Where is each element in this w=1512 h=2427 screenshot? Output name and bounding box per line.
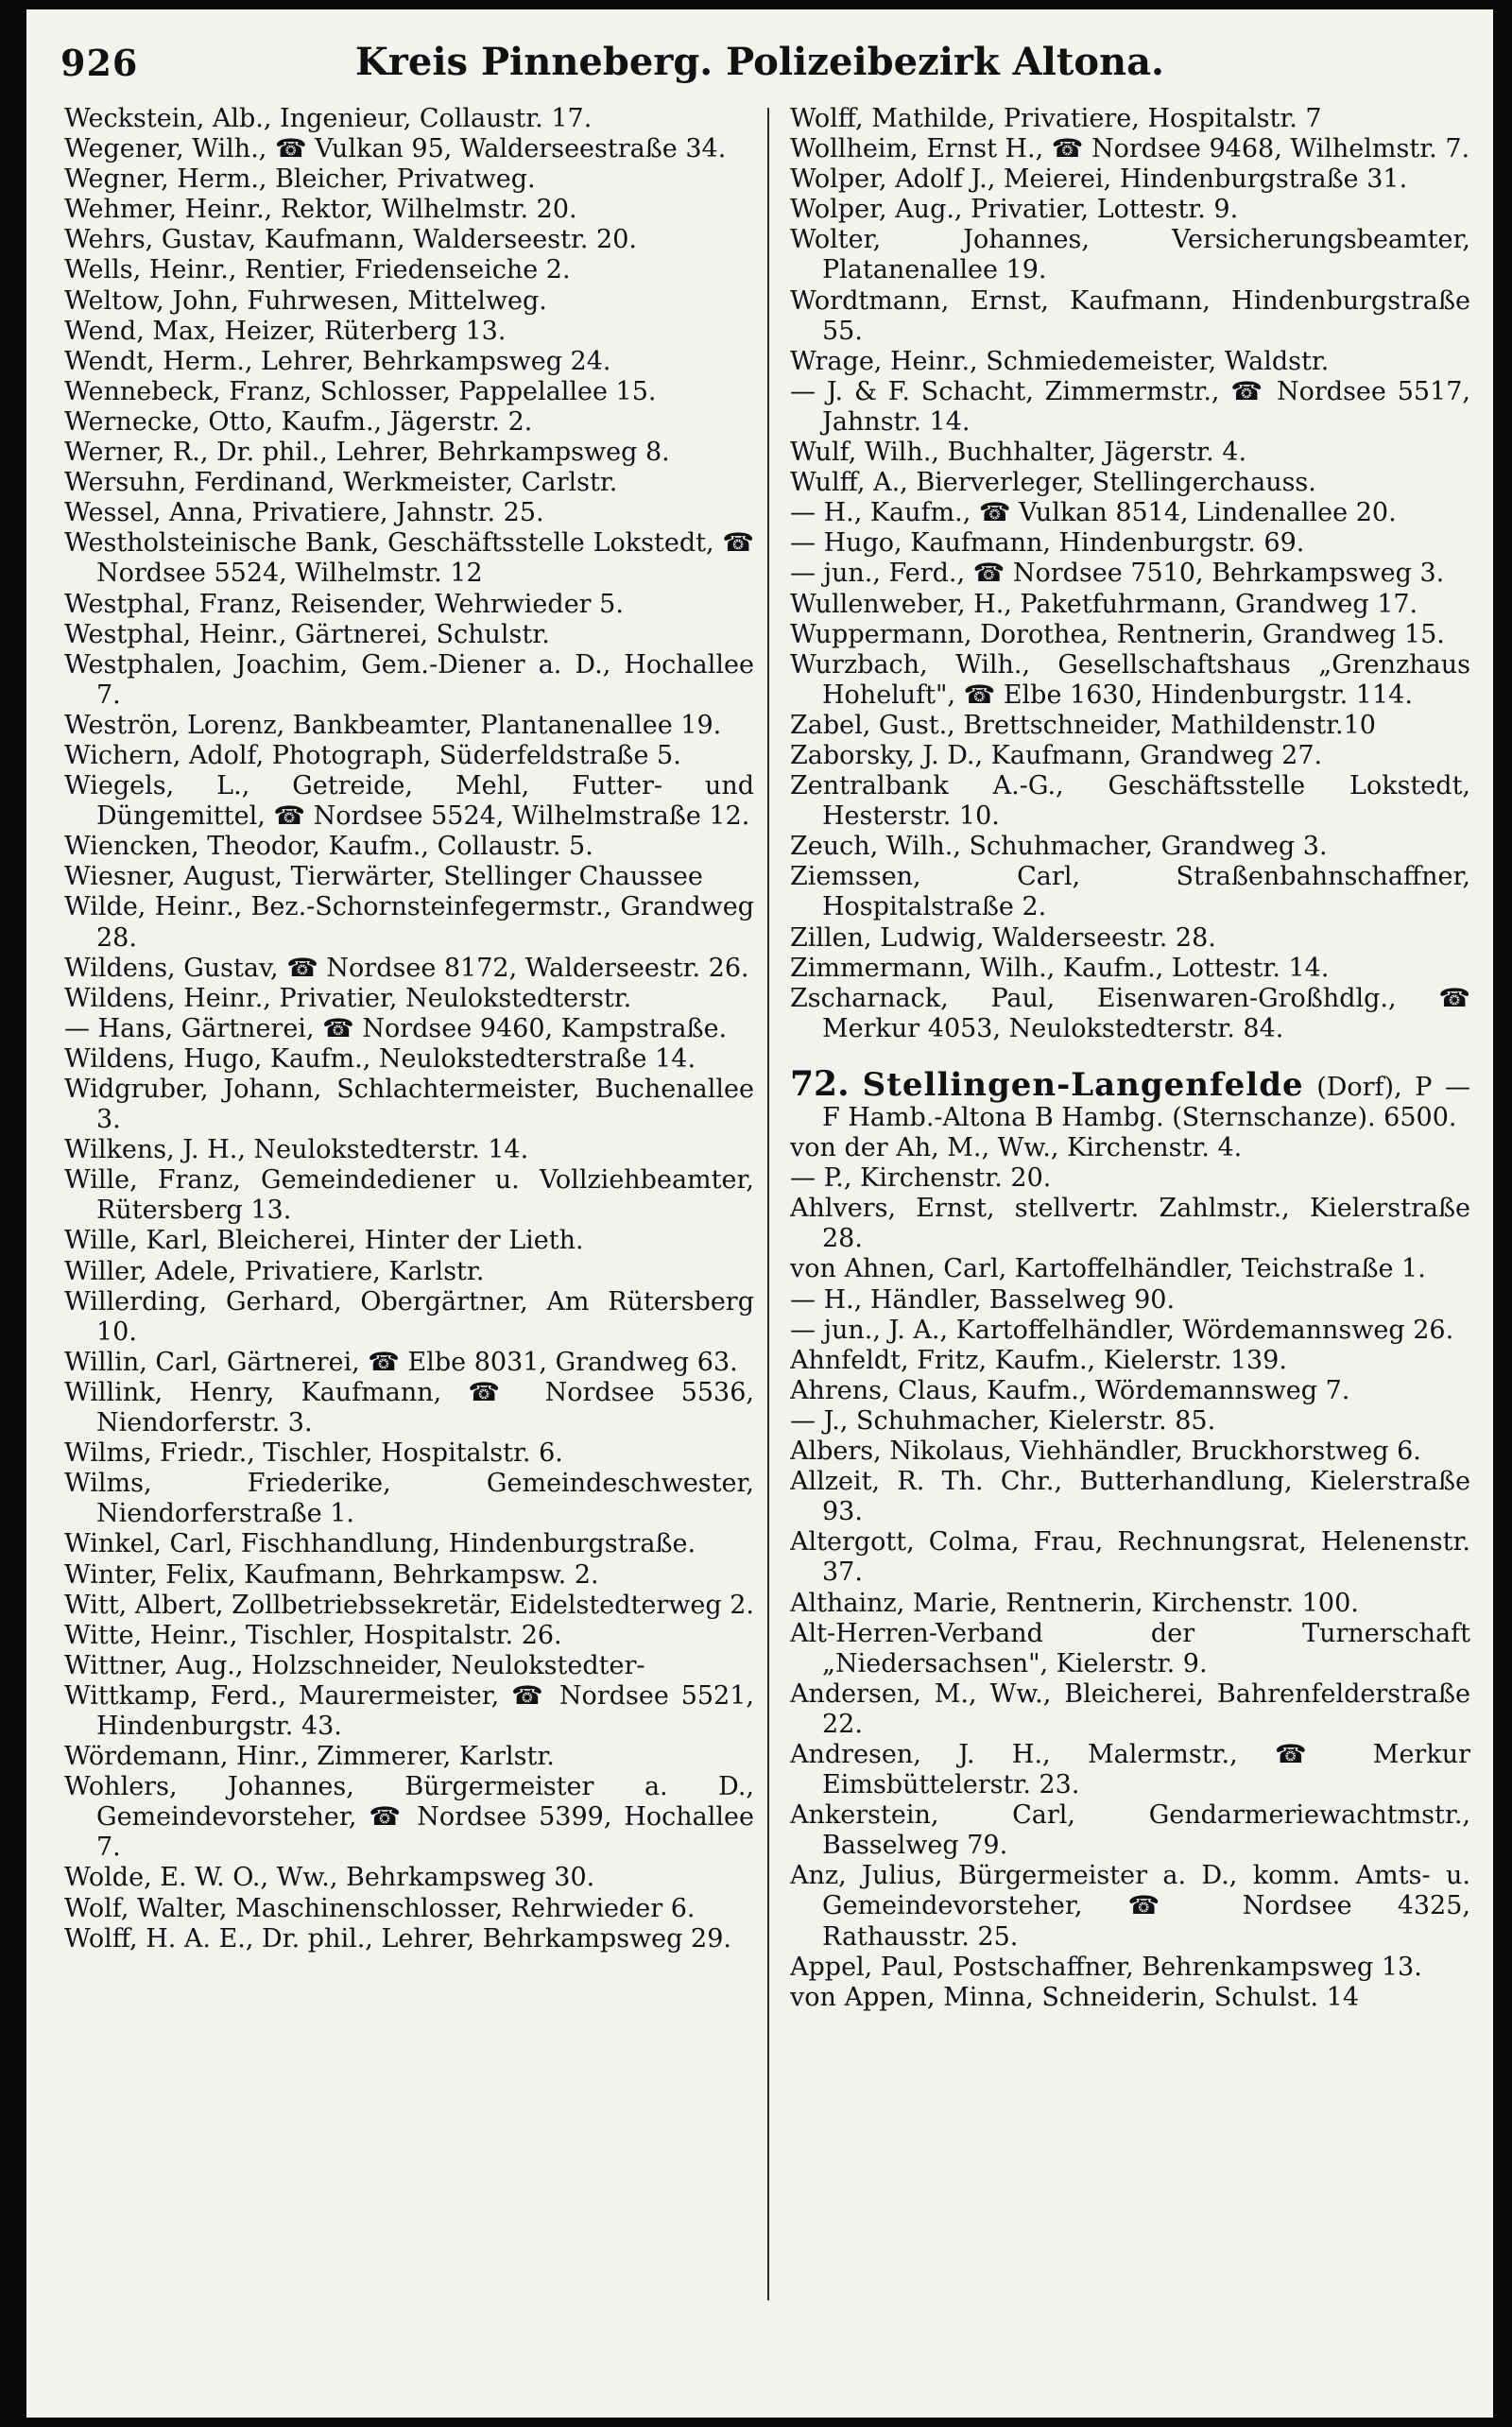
section-number: 72.	[790, 1063, 850, 1104]
directory-entry: — H., Händler, Basselweg 90.	[790, 1284, 1176, 1315]
directory-entry: Wuppermann, Dorothea, Rentnerin, Grandweg 15.	[790, 619, 1445, 649]
directory-entry: Widgruber, Johann, Schlachtermeister, Buchenallee 3.	[64, 1075, 754, 1135]
directory-entry: Wohlers, Johannes, Bürgermeister a. D., Gemeindevorsteher, ☎ Nordsee 5399, Hochallee 7.	[64, 1772, 754, 1863]
directory-entry: Wells, Heinr., Rentier, Friedenseiche 2.	[64, 255, 571, 285]
directory-entry: Wilms, Friedr., Tischler, Hospitalstr. 6.	[64, 1438, 563, 1469]
directory-entry: Wordtmann, Ernst, Kaufmann, Hindenburgstraße 55.	[790, 285, 1470, 346]
directory-entry: von Appen, Minna, Schneiderin, Schulst. 14	[790, 1982, 1360, 2012]
running-title: Kreis Pinneberg. Polizeibezirk Altona.	[355, 40, 1164, 84]
directory-entry: Zentralbank A.-G., Geschäftsstelle Lokstedt, Hesterstr. 10.	[790, 771, 1470, 832]
directory-entry: Wiencken, Theodor, Kaufm., Collaustr. 5.	[64, 832, 593, 862]
directory-entry: Wurzbach, Wilh., Gesellschaftshaus „Grenzhaus Hoheluft", ☎ Elbe 1630, Hindenburgstr. 114.	[790, 649, 1470, 710]
directory-entry: Zaborsky, J. D., Kaufmann, Grandweg 27.	[790, 740, 1323, 770]
section-entries	[790, 1133, 1470, 2013]
directory-entry: Wichern, Adolf, Photograph, Süderfeldstraße 5.	[64, 740, 681, 770]
column-divider	[767, 108, 769, 2300]
section-heading	[790, 1063, 1470, 1133]
directory-entry: Wittner, Aug., Holzschneider, Neulokstedter-	[64, 1650, 645, 1680]
directory-entry: Wolff, Mathilde, Privatiere, Hospitalstr. 7	[790, 104, 1322, 133]
directory-entry: Altergott, Colma, Frau, Rechnungsrat, Helenenstr. 37.	[790, 1527, 1470, 1588]
directory-entry: Wille, Karl, Bleicherei, Hinter der Lieth.	[64, 1226, 584, 1256]
directory-entry: Appel, Paul, Postschaffner, Behrenkampsweg 13.	[790, 1952, 1422, 1982]
directory-entry: Willerding, Gerhard, Obergärtner, Am Rütersberg 10.	[64, 1286, 754, 1347]
directory-entry: Westphal, Franz, Reisender, Wehrwieder 5.	[64, 589, 624, 619]
directory-entry: Alt-Herren-Verband der Turnerschaft „Niedersachsen", Kielerstr. 9.	[790, 1618, 1470, 1678]
directory-entry: Albers, Nikolaus, Viehhändler, Bruckhorstweg 6.	[790, 1437, 1421, 1467]
directory-entry: Willin, Carl, Gärtnerei, ☎ Elbe 8031, Grandweg 63.	[64, 1347, 738, 1377]
directory-entry: — jun., J. A., Kartoffelhändler, Wördemannsweg 26.	[790, 1315, 1454, 1345]
directory-entry: Wilms, Friederike, Gemeindeschwester, Niendorferstraße 1.	[64, 1469, 754, 1529]
directory-entry: Winkel, Carl, Fischhandlung, Hindenburgstraße.	[64, 1529, 696, 1559]
page-number: 926	[60, 42, 139, 84]
directory-entry: Witt, Albert, Zollbetriebssekretär, Eidelstedterweg 2.	[64, 1590, 754, 1620]
directory-entry: Wolper, Adolf J., Meierei, Hindenburgstraße 31.	[790, 164, 1408, 195]
directory-entry: — J. & F. Schacht, Zimmermstr., ☎ Nordsee 5517, Jahnstr. 14.	[790, 376, 1470, 437]
directory-entry: Willink, Henry, Kaufmann, ☎ Nordsee 5536, Niendorferstr. 3.	[64, 1377, 754, 1438]
directory-entry: Wernecke, Otto, Kaufm., Jägerstr. 2.	[64, 406, 533, 437]
directory-entry: Wollheim, Ernst H., ☎ Nordsee 9468, Wilhelmstr. 7.	[790, 134, 1470, 164]
directory-entry: Wildens, Heinr., Privatier, Neulokstedterstr.	[64, 983, 632, 1013]
directory-entry: Ahrens, Claus, Kaufm., Wördemannsweg 7.	[790, 1375, 1350, 1405]
directory-entry: Winter, Felix, Kaufmann, Behrkampsw. 2.	[64, 1559, 599, 1590]
directory-entry: Wolde, E. W. O., Ww., Behrkampsweg 30.	[64, 1863, 595, 1893]
directory-entry: Weströn, Lorenz, Bankbeamter, Plantanenallee 19.	[64, 710, 722, 740]
directory-entry: Althainz, Marie, Rentnerin, Kirchenstr. 100.	[790, 1588, 1359, 1618]
directory-entry: Andresen, J. H., Malermstr., ☎ Merkur Eimsbüttelerstr. 23.	[790, 1739, 1470, 1800]
directory-entry: Wegner, Herm., Bleicher, Privatweg.	[64, 164, 536, 195]
directory-entry: Wördemann, Hinr., Zimmerer, Karlstr.	[64, 1742, 555, 1772]
left-column	[64, 104, 754, 1954]
directory-entry: Wille, Franz, Gemeindediener u. Vollziehbeamter, Rütersberg 13.	[64, 1165, 754, 1226]
directory-entry: Wolf, Walter, Maschinenschlosser, Rehrwieder 6.	[64, 1893, 696, 1923]
directory-entry: Zscharnack, Paul, Eisenwaren-Großhdlg., ☎ Merkur 4053, Neulokstedterstr. 84.	[790, 983, 1470, 1043]
directory-entry: von der Ah, M., Ww., Kirchenstr. 4.	[790, 1133, 1243, 1163]
directory-entry: Wiesner, August, Tierwärter, Stellinger Chaussee	[64, 862, 703, 892]
directory-entry: Ahlvers, Ernst, stellvertr. Zahlmstr., Kielerstraße 28.	[790, 1194, 1470, 1254]
directory-entry: Wiegels, L., Getreide, Mehl, Futter- und Düngemittel, ☎ Nordsee 5524, Wilhelmstraße 12.	[64, 771, 754, 832]
section-name: Stellingen-Langenfelde	[862, 1065, 1304, 1104]
directory-entry: Wulff, A., Bierverleger, Stellingerchauss.	[790, 468, 1316, 498]
directory-entry: — J., Schuhmacher, Kielerstr. 85.	[790, 1405, 1216, 1436]
right-column	[790, 104, 1470, 2013]
directory-entry: Wilde, Heinr., Bez.-Schornsteinfegermstr., Grandweg 28.	[64, 892, 754, 953]
section-details: (Dorf), P — F Hamb.-Altona B Hambg. (Sternschanze). 6500.	[822, 1072, 1470, 1132]
directory-entry: Wolper, Aug., Privatier, Lottestr. 9.	[790, 195, 1239, 225]
directory-entry: Westholsteinische Bank, Geschäftsstelle Lokstedt, ☎ Nordsee 5524, Wilhelmstr. 12	[64, 528, 754, 589]
directory-entry: Wendt, Herm., Lehrer, Behrkampsweg 24.	[64, 346, 611, 376]
directory-entry: Zabel, Gust., Brettschneider, Mathildenstr.10	[790, 710, 1376, 740]
directory-entry: Ahnfeldt, Fritz, Kaufm., Kielerstr. 139.	[790, 1345, 1287, 1375]
directory-entry: Wehrs, Gustav, Kaufmann, Walderseestr. 20.	[64, 225, 637, 255]
right-column-entries	[790, 104, 1470, 1044]
directory-entry: Wersuhn, Ferdinand, Werkmeister, Carlstr.	[64, 468, 618, 498]
directory-entry: Wildens, Gustav, ☎ Nordsee 8172, Walderseestr. 26.	[64, 953, 749, 983]
directory-entry: Ankerstein, Carl, Gendarmeriewachtmstr., Basselweg 79.	[790, 1800, 1470, 1861]
directory-entry: Wolter, Johannes, Versicherungsbeamter, Platanenallee 19.	[790, 225, 1470, 285]
directory-entry: — Hugo, Kaufmann, Hindenburgstr. 69.	[790, 528, 1305, 559]
directory-entry: Wilkens, J. H., Neulokstedterstr. 14.	[64, 1135, 529, 1165]
directory-entry: Wolff, H. A. E., Dr. phil., Lehrer, Behrkampsweg 29.	[64, 1923, 731, 1954]
directory-page	[26, 9, 1493, 2418]
directory-entry: — Hans, Gärtnerei, ☎ Nordsee 9460, Kampstraße.	[64, 1013, 728, 1043]
directory-entry: Wennebeck, Franz, Schlosser, Pappelallee 15.	[64, 376, 657, 406]
directory-entry: Wullenweber, H., Paketfuhrmann, Grandweg 17.	[790, 589, 1418, 619]
directory-entry: Anz, Julius, Bürgermeister a. D., komm. Amts- u. Gemeindevorsteher, ☎ Nordsee 4325, Rathausstr. 25.	[790, 1861, 1470, 1952]
directory-entry: Zeuch, Wilh., Schuhmacher, Grandweg 3.	[790, 832, 1328, 862]
directory-entry: Willer, Adele, Privatiere, Karlstr.	[64, 1256, 485, 1286]
directory-entry: Witte, Heinr., Tischler, Hospitalstr. 26.	[64, 1620, 562, 1650]
directory-entry: Wrage, Heinr., Schmiedemeister, Waldstr.	[790, 346, 1330, 376]
directory-entry: Zillen, Ludwig, Walderseestr. 28.	[790, 922, 1216, 953]
directory-entry: Wulf, Wilh., Buchhalter, Jägerstr. 4.	[790, 438, 1247, 468]
directory-entry: Allzeit, R. Th. Chr., Butterhandlung, Kielerstraße 93.	[790, 1467, 1470, 1527]
directory-entry: Wittkamp, Ferd., Maurermeister, ☎ Nordsee 5521, Hindenburgstr. 43.	[64, 1680, 754, 1741]
directory-entry: von Ahnen, Carl, Kartoffelhändler, Teichstraße 1.	[790, 1254, 1426, 1284]
directory-entry: Wildens, Hugo, Kaufm., Neulokstedterstraße 14.	[64, 1043, 696, 1074]
directory-entry: Wegener, Wilh., ☎ Vulkan 95, Walderseestraße 34.	[64, 134, 727, 164]
directory-entry: — jun., Ferd., ☎ Nordsee 7510, Behrkampsweg 3.	[790, 559, 1445, 589]
directory-entry: Ziemssen, Carl, Straßenbahnschaffner, Hospitalstraße 2.	[790, 862, 1470, 922]
page-header	[60, 38, 1459, 87]
directory-entry: Andersen, M., Ww., Bleicherei, Bahrenfelderstraße 22.	[790, 1678, 1470, 1739]
directory-entry: Westphal, Heinr., Gärtnerei, Schulstr.	[64, 619, 550, 649]
directory-entry: Zimmermann, Wilh., Kaufm., Lottestr. 14.	[790, 953, 1330, 983]
directory-entry: Werner, R., Dr. phil., Lehrer, Behrkampsweg 8.	[64, 438, 670, 468]
directory-entry: Weckstein, Alb., Ingenieur, Collaustr. 17.	[64, 104, 593, 133]
directory-entry: Wehmer, Heinr., Rektor, Wilhelmstr. 20.	[64, 195, 577, 225]
directory-entry: — P., Kirchenstr. 20.	[790, 1163, 1052, 1194]
directory-entry: Westphalen, Joachim, Gem.-Diener a. D., Hochallee 7.	[64, 649, 754, 710]
directory-entry: Wend, Max, Heizer, Rüterberg 13.	[64, 316, 507, 346]
directory-entry: — H., Kaufm., ☎ Vulkan 8514, Lindenallee 20.	[790, 498, 1397, 528]
directory-entry: Wessel, Anna, Privatiere, Jahnstr. 25.	[64, 498, 544, 528]
directory-entry: Weltow, John, Fuhrwesen, Mittelweg.	[64, 285, 547, 316]
